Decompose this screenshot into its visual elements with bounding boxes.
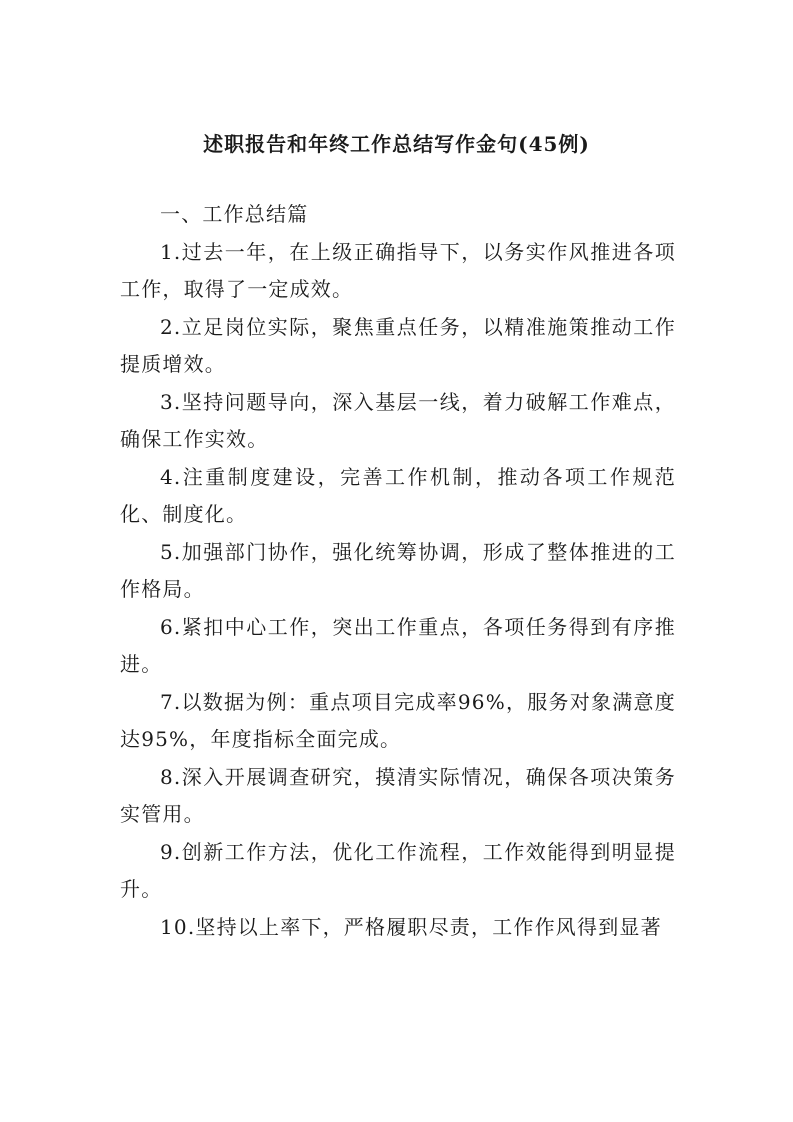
list-item: 8.深入开展调查研究，摸清实际情况，确保各项决策务实管用。 bbox=[120, 764, 676, 826]
list-item: 5.加强部门协作，强化统筹协调，形成了整体推进的工作格局。 bbox=[120, 539, 676, 601]
document-title: 述职报告和年终工作总结写作金句(45例) bbox=[203, 132, 590, 156]
list-item: 4.注重制度建设，完善工作机制，推动各项工作规范化、制度化。 bbox=[120, 464, 676, 526]
list-item: 10.坚持以上率下，严格履职尽责，工作作风得到显著 bbox=[160, 914, 662, 939]
section-heading: 一、工作总结篇 bbox=[160, 202, 309, 226]
list-item: 2.立足岗位实际，聚焦重点任务，以精准施策推动工作提质增效。 bbox=[120, 314, 676, 376]
list-item: 9.创新工作方法，优化工作流程，工作效能得到明显提升。 bbox=[120, 839, 676, 901]
list-item: 6.紧扣中心工作，突出工作重点，各项任务得到有序推进。 bbox=[120, 614, 676, 676]
document-body bbox=[120, 196, 676, 946]
list-item: 7.以数据为例：重点项目完成率96%，服务对象满意度达95%，年度指标全面完成。 bbox=[120, 689, 676, 751]
list-item: 1.过去一年，在上级正确指导下，以务实作风推进各项工作，取得了一定成效。 bbox=[120, 239, 676, 301]
list-item: 3.坚持问题导向，深入基层一线，着力破解工作难点，确保工作实效。 bbox=[120, 389, 676, 451]
